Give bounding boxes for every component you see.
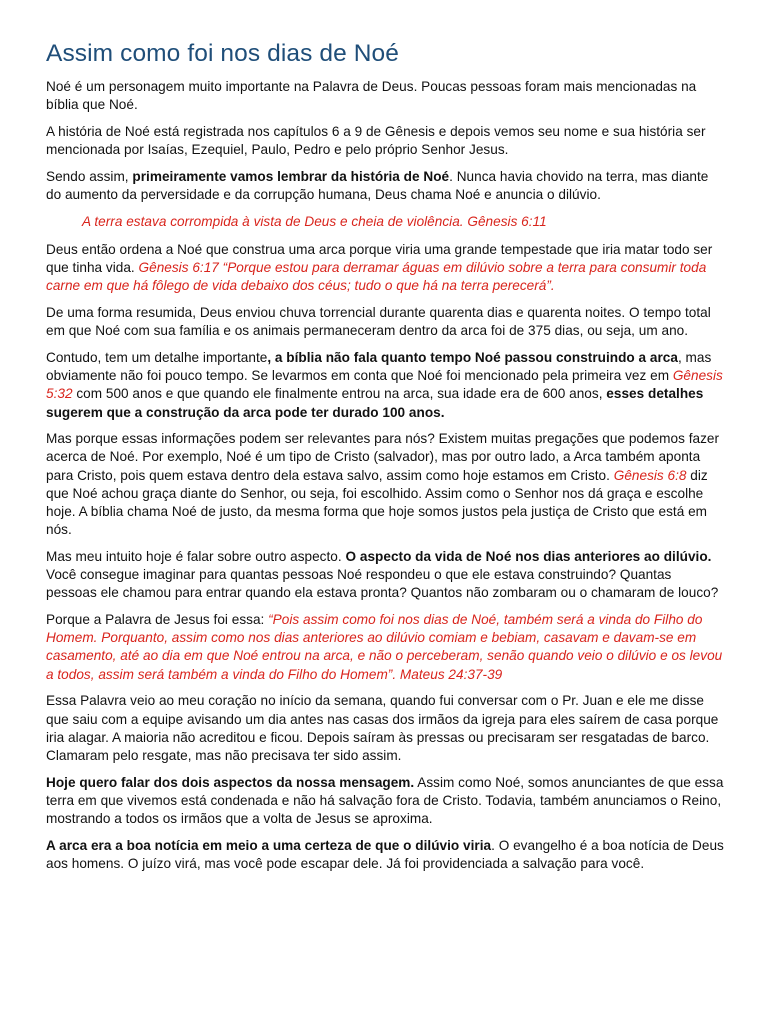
scripture-reference: Gênesis 5:32: [46, 368, 723, 402]
paragraph-intro: Noé é um personagem muito importante na Palavra de Deus. Poucas pessoas foram mais mencionadas na bíblia que Noé.: [46, 79, 697, 113]
paragraph-good-news: A arca era a boa notícia em meio a uma certeza de que o dilúvio viria. O evangelho é a boa notícia de Deus aos homens. O juízo virá, mas você pode escapar dele. Já foi providenciada a salvação para você.: [46, 837, 724, 872]
scripture-reference: Gênesis 6:8: [613, 467, 687, 483]
scripture-reference: “Pois assim como foi nos dias de Noé, também será a vinda do Filho do Homem. Porquanto, assim como nos dias anteriores ao dilúvio comiam e bebiam, casavam e davam-se em casamento, até ao dia em que Noé entrou na arca, e não o perceberam, senão quando veio o dilúvio e os levou a todos, assim será também a vinda do Filho do Homem”. Mateus 24:37-39: [46, 612, 723, 682]
page-title: Assim como foi nos dias de Noé: [46, 40, 399, 67]
paragraph-two-aspects: Hoje quero falar dos dois aspectos da nossa mensagem. Assim como Noé, somos anunciantes de que essa terra em que vivemos está condenada e não há salvação fora de Cristo. Todavia, também anunciamos o Reino, mostrando a todos os irmãos que a volta de Jesus se aproxima.: [46, 774, 724, 827]
paragraph-relevance: Mas porque essas informações podem ser relevantes para nós? Existem muitas pregações que podemos fazer acerca de Noé. Por exemplo, Noé é um tipo de Cristo (salvador), mas por outro lado, a Arca também aponta para Cristo, pois quem estava dentro dela estava salvo, assim como hoje estamos em Cristo. Gênesis 6:8 diz que Noé achou graça diante do Senhor, ou seja, foi escolhido. Assim como o Senhor nos dá graça e escolhe hoje. A bíblia chama Noé de justo, da mesma forma que hoje somos justos pela justiça de Cristo que está em nós.: [46, 431, 720, 538]
paragraph-other-aspect: Mas meu intuito hoje é falar sobre outro aspecto. O aspecto da vida de Noé nos dias anteriores ao dilúvio. Você consegue imaginar para quantas pessoas Noé respondeu o que ele estava construindo? Quantas pessoas ele chamou para entrar quando ela estava pronta? Quantos não zombaram ou o chamaram de louco?: [46, 548, 719, 601]
paragraph-jesus-word: Porque a Palavra de Jesus foi essa: “Pois assim como foi nos dias de Noé, também será a vinda do Filho do Homem. Porquanto, assim como nos dias anteriores ao dilúvio comiam e bebiam, casavam e davam-se em casamento, até ao dia em que Noé entrou na arca, e não o perceberam, senão quando veio o dilúvio e os levou a todos, assim será também a vinda do Filho do Homem”. Mateus 24:37-39: [46, 612, 723, 682]
quote-genesis-6-11: A terra estava corrompida à vista de Deus e cheia de violência. Gênesis 6:11: [82, 213, 547, 229]
paragraph-noah-story: Sendo assim, primeiramente vamos lembrar da história de Noé. Nunca havia chovido na terra, mas diante do aumento da perversidade e da corrupção humana, Deus chama Noé e anuncia o dilúvio.: [46, 168, 709, 203]
paragraph-testimony: Essa Palavra veio ao meu coração no início da semana, quando fui conversar com o Pr. Juan e ele me disse que saiu com a equipe avisando um dia antes nas casas dos irmãos da igreja para eles saírem de casa porque iria alagar. A maioria não acreditou e ficou. Depois saíram às pressas ou precisaram ser resgatadas de barco. Clamaram pelo resgate, mas não precisava ter sido assim.: [46, 693, 719, 763]
paragraph-history: A história de Noé está registrada nos capítulos 6 a 9 de Gênesis e depois vemos seu nome e sua história ser mencionada por Isaías, Ezequiel, Paulo, Pedro e pelo próprio Senhor Jesus.: [46, 123, 706, 158]
paragraph-ark-order: Deus então ordena a Noé que construa uma arca porque viria uma grande tempestade que iria matar todo ser que tinha vida. Gênesis 6:17 “Porque estou para derramar águas em dilúvio sobre a terra para consumir toda carne em que há fôlego de vida debaixo dos céus; tudo o que há na terra perecerá”.: [46, 241, 713, 294]
scripture-reference: Gênesis 6:17 “Porque estou para derramar águas em dilúvio sobre a terra para consumir toda carne em que há fôlego de vida debaixo dos céus; tudo o que há na terra perecerá”.: [46, 260, 707, 294]
paragraph-flood-duration: De uma forma resumida, Deus enviou chuva torrencial durante quarenta dias e quarenta noites. O tempo total em que Noé com sua família e os animais permaneceram dentro da arca foi de 375 dias, ou seja, um ano.: [46, 305, 711, 339]
paragraph-construction-time: Contudo, tem um detalhe importante, a bíblia não fala quanto tempo Noé passou construindo a arca, mas obviamente não foi pouco tempo. Se levarmos em conta que Noé foi mencionado pela primeira vez em Gênesis 5:32 com 500 anos e que quando ele finalmente entrou na arca, sua idade era de 600 anos, esses detalhes sugerem que a construção da arca pode ter durado 100 anos.: [46, 349, 723, 420]
